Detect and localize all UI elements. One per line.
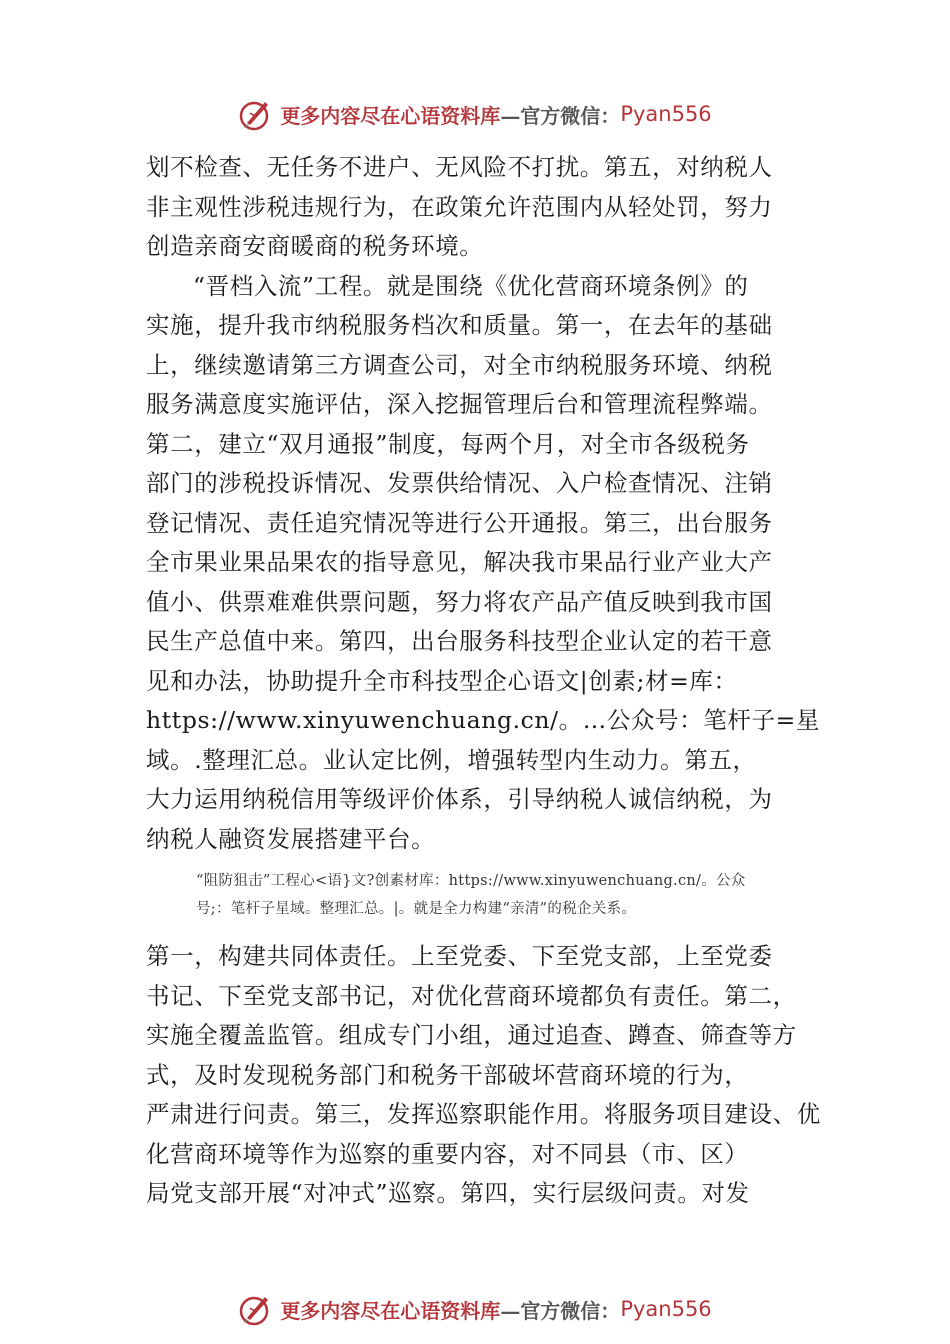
text-line: 书记、下至党支部书记，对优化营商环境都负有责任。第二，	[146, 981, 797, 1010]
text-line: 域。.整理汇总。业认定比例，增强转型内生动力。第五，	[146, 745, 757, 774]
text-line: 登记情况、责任追究情况等进行公开通报。第三，出台服务	[146, 508, 773, 537]
text-line: 严肃进行问责。第三，发挥巡察职能作用。将服务项目建设、优	[146, 1100, 821, 1128]
document-body	[146, 148, 826, 1214]
text-line: 实施全覆盖监管。组成专门小组，通过追查、蹲查、筛查等方	[146, 1021, 797, 1049]
text-line: 创造亲商安商暖商的税务环境。	[146, 232, 484, 260]
text-line: 第一，构建共同体责任。上至党委、下至党支部，上至党委	[146, 942, 773, 970]
text-line: 化营商环境等作为巡察的重要内容，对不同县（市、区）	[146, 1139, 749, 1168]
footer-watermark-banner	[0, 1289, 950, 1329]
note-line: “阻防狙击”工程心<语}文?创素材库：https://www.xinyuwenchuang.cn/。公众	[196, 873, 746, 889]
paragraph-1	[146, 148, 826, 267]
text-line: 上，继续邀请第三方调查公司，对全市纳税服务环境、纳税	[146, 350, 773, 379]
header-watermark-banner	[0, 94, 950, 134]
text-line: 实施，提升我市纳税服务档次和质量。第一，在去年的基础	[146, 311, 773, 339]
text-line: 局党支部开展“对冲式”巡察。第四，实行层级问责。对发	[146, 1179, 750, 1207]
text-line: 划不检查、无任务不进户、无风险不打扰。第五，对纳税人	[146, 153, 773, 181]
text-line: 值小、供票难难供票问题，努力将农产品产值反映到我市国	[146, 587, 773, 616]
banner-wechat-id: Pyan556	[620, 102, 712, 126]
text-line: 第二，建立“双月通报”制度，每两个月，对全市各级税务	[146, 429, 750, 458]
banner-wechat-id: Pyan556	[620, 1297, 712, 1321]
banner-text-main: 更多内容尽在心语资料库	[280, 1298, 501, 1323]
text-line: 见和办法，协助提升全市科技型企心语文|创素;材=库：	[146, 666, 738, 695]
brush-logo-icon	[238, 1291, 274, 1327]
text-line: 非主观性涉税违规行为，在政策允许范围内从轻处罚，努力	[146, 192, 773, 221]
small-note	[146, 867, 826, 923]
paragraph-3	[146, 937, 826, 1214]
brush-logo-icon	[238, 96, 274, 132]
text-line: 部门的涉税投诉情况、发票供给情况、入户检查情况、注销	[146, 469, 773, 497]
banner-text-main: 更多内容尽在心语资料库	[280, 103, 501, 128]
banner-text-dash: —官方微信：	[500, 1298, 621, 1323]
text-line: 全市果业果品果农的指导意见，解决我市果品行业产业大产	[146, 548, 773, 576]
text-line: “晋档入流”工程。就是围绕《优化营商环境条例》的	[193, 271, 749, 300]
text-line: 民生产总值中来。第四，出台服务科技型企业认定的若干意	[146, 627, 773, 655]
banner-text-dash: —官方微信：	[500, 103, 621, 128]
text-line: 大力运用纳税信用等级评价体系，引导纳税人诚信纳税，为	[146, 785, 773, 813]
text-line: 式，及时发现税务部门和税务干部破坏营商环境的行为，	[146, 1060, 749, 1089]
paragraph-2	[146, 267, 826, 860]
text-line: https://www.xinyuwenchuang.cn/。…公众号：笔杆子=星	[146, 706, 820, 734]
text-line: 服务满意度实施评估，深入挖掘管理后台和管理流程弊端。	[146, 390, 773, 418]
note-line: 号;：笔杆子星域。整理汇总。|。就是全力构建“亲清”的税企关系。	[196, 901, 637, 917]
text-line: 纳税人融资发展搭建平台。	[146, 824, 436, 853]
